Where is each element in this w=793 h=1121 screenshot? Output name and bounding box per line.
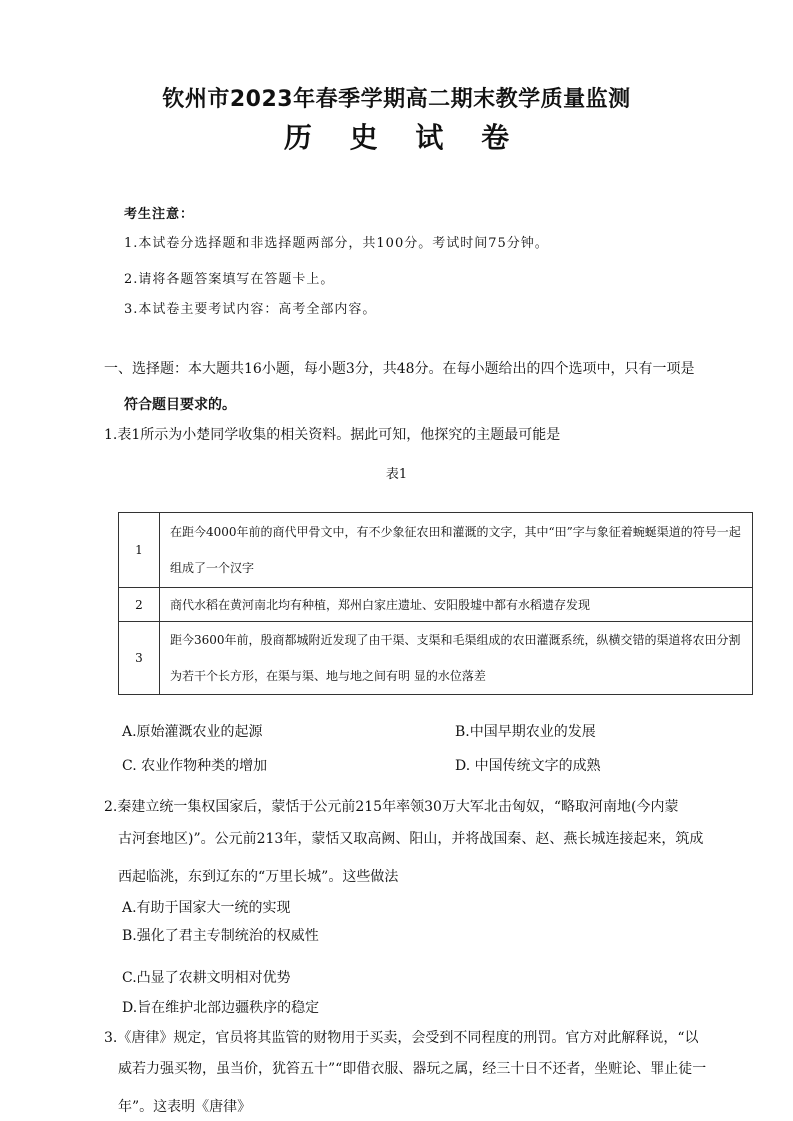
question-3-stem: 3.《唐律》规定，官员将其监管的财物用于买卖，会受到不同程度的刑罚。官方对此解释说，“以 <box>104 1030 699 1046</box>
exam-subject: 历 史 试 卷 <box>283 121 524 154</box>
q1-option-b: B.中国早期农业的发展 <box>455 724 596 740</box>
section-instruction: 一、选择题：本大题共16小题，每小题3分，共48分。在每小题给出的四个选项中，只有一项是 <box>104 361 695 377</box>
row-number: 2 <box>119 588 160 622</box>
row-text: 在距今4000年前的商代甲骨文中，有不少象征农田和灌溉的文字，其中“田”字与象征着蜿蜒渠道的符号一起组成了一个汉字 <box>160 513 753 588</box>
row-text: 距今3600年前，殷商都城附近发现了由干渠、支渠和毛渠组成的农田灌溉系统，纵横交错的渠道将农田分割为若干个长方形，在渠与渠、地与地之间有明 显的水位落差 <box>160 622 753 695</box>
row-number: 3 <box>119 622 160 695</box>
notice-item: 2.请将各题答案填写在答题卡上。 <box>124 272 335 287</box>
q1-option-c: C. 农业作物种类的增加 <box>122 758 268 774</box>
q1-option-a: A.原始灌溉农业的起源 <box>122 724 263 740</box>
notice-heading: 考生注意： <box>124 207 195 222</box>
question-2-stem-cont: 古河套地区)”。公元前213年，蒙恬又取高阙、阳山，并将战国秦、赵、燕长城连接起来，筑成 <box>118 831 704 847</box>
table-row <box>119 588 753 622</box>
data-table <box>118 512 753 695</box>
q2-option-a: A.有助于国家大一统的实现 <box>122 900 291 916</box>
section-instruction-cont: 符合题目要求的。 <box>124 397 236 413</box>
exam-title: 钦州市2023年春季学期高二期末教学质量监测 <box>162 87 631 112</box>
question-3-stem-cont: 年”。这表明《唐律》 <box>118 1099 252 1115</box>
q2-option-d: D.旨在维护北部边疆秩序的稳定 <box>122 1000 320 1016</box>
notice-item: 3.本试卷主要考试内容：高考全部内容。 <box>124 302 377 317</box>
row-number: 1 <box>119 513 160 588</box>
table-row <box>119 622 753 695</box>
notice-item: 1.本试卷分选择题和非选择题两部分，共100分。考试时间75分钟。 <box>124 236 549 251</box>
question-1-stem: 1.表1所示为小楚同学收集的相关资料。据此可知，他探究的主题最可能是 <box>104 427 561 443</box>
table-caption: 表1 <box>385 467 408 482</box>
question-3-stem-cont: 威若力强买物，虽当价，犹笞五十”“即借衣服、器玩之属，经三十日不还者，坐赃论、罪止徒一 <box>118 1061 707 1077</box>
q2-option-c: C.凸显了农耕文明相对优势 <box>122 970 291 986</box>
row-text: 商代水稻在黄河南北均有种植，郑州白家庄遗址、安阳殷墟中都有水稻遗存发现 <box>160 588 753 622</box>
q1-option-d: D. 中国传统文字的成熟 <box>455 758 601 774</box>
q2-option-b: B.强化了君主专制统治的权威性 <box>122 928 319 944</box>
question-2-stem-cont: 西起临洮，东到辽东的“万里长城”。这些做法 <box>118 869 399 885</box>
table-row <box>119 513 753 588</box>
question-2-stem: 2.秦建立统一集权国家后，蒙恬于公元前215年率领30万大军北击匈奴，“略取河南地(今内蒙 <box>104 799 679 815</box>
